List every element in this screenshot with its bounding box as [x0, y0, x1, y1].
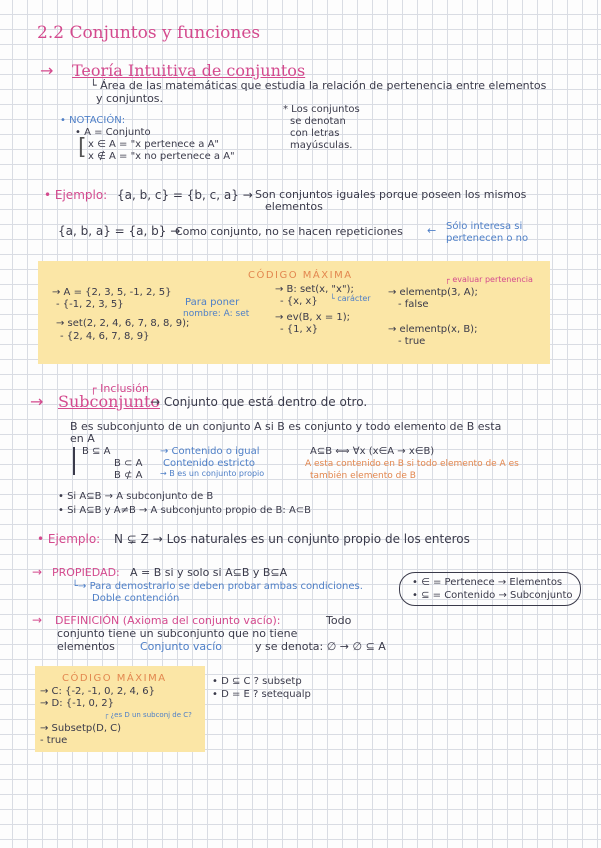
page-title: 2.2 Conjuntos y funciones: [37, 23, 261, 43]
rule-line: • Si A⊆B y A≠B → A subconjunto propio de B: A⊂B: [58, 505, 312, 516]
note-arrow-icon: ←: [427, 224, 437, 237]
teoria-definition-line2: y conjuntos.: [96, 92, 164, 105]
definition-text: conjunto tiene un subconjunto que no tiene: [57, 627, 298, 640]
formula-desc: también elemento de B: [310, 471, 416, 481]
example-label: • Ejemplo:: [44, 188, 108, 202]
bullet-arrow: →: [40, 61, 54, 80]
code-line: → Subsetp(D, C): [40, 723, 122, 734]
side-note: se denotan: [290, 116, 346, 127]
code-line: - true: [398, 336, 426, 347]
bullet-arrow: →: [32, 565, 43, 579]
side-note: • D ⊆ C ? subsetp: [212, 676, 302, 687]
code-line: - false: [398, 299, 429, 310]
example-text: Como conjunto, no se hacen repeticiones: [175, 225, 403, 238]
side-note: • D = E ? setequalp: [212, 689, 311, 700]
relation-item: B ⊂ A: [114, 458, 143, 469]
bubble-line: • ∈ = Pertenece → Elementos: [412, 577, 563, 588]
side-note: * Los conjuntos: [283, 104, 360, 115]
section-heading-teoria: Teoría Intuitiva de conjuntos: [72, 61, 306, 80]
example-text: Son conjuntos iguales porque poseen los mismos: [255, 188, 527, 201]
subconjunto-definition: → Conjunto que está dentro de otro.: [150, 395, 368, 409]
example-expression: {a, b, c} = {b, c, a} →: [117, 188, 253, 202]
code-note: nombre: A: set: [183, 309, 250, 319]
code-line: - true: [40, 735, 68, 746]
code-line: → ev(B, x = 1);: [275, 312, 351, 323]
code-note: ┌ evaluar pertenencia: [445, 275, 533, 284]
tree-line: [73, 447, 75, 475]
definition-highlight: Conjunto vacío: [140, 640, 223, 653]
notacion-item: • A = Conjunto: [75, 127, 151, 138]
side-note: con letras: [290, 128, 340, 139]
code-note: Para poner: [185, 297, 240, 308]
example-text: elementos: [265, 200, 323, 213]
bullet-arrow: →: [32, 613, 43, 627]
relation-item: B ⊆ A: [82, 446, 111, 457]
definition-text: Todo: [326, 614, 352, 627]
bracket-icon: [: [78, 135, 87, 160]
example-label: • Ejemplo:: [37, 532, 101, 546]
note-text: Sólo interesa si: [446, 221, 523, 232]
code-line: → A = {2, 3, 5, -1, 2, 5}: [52, 287, 172, 298]
note-text: pertenecen o no: [446, 233, 529, 244]
formula-desc: A esta contenido en B si todo elemento de A es: [305, 459, 519, 469]
section-heading-subconjunto: Subconjunto: [58, 392, 161, 411]
subconjunto-paragraph: en A: [70, 432, 95, 445]
property-text: A = B si y solo si A⊆B y B⊆A: [130, 566, 288, 579]
code-line: - {1, x}: [280, 324, 319, 335]
notacion-item: x ∉ A = "x no pertenece a A": [88, 151, 235, 162]
code-note: ┌ ¿es D un subconj de C?: [104, 711, 192, 719]
code-line: → set(2, 2, 4, 6, 7, 8, 8, 9);: [56, 318, 190, 329]
code-line: - {2, 4, 6, 7, 8, 9}: [60, 331, 150, 342]
property-label: PROPIEDAD:: [52, 566, 120, 579]
relation-item: B ⊄ A: [114, 470, 143, 481]
notacion-item: x ∈ A = "x pertenece a A": [88, 139, 220, 150]
relation-desc: → B es un conjunto propio: [160, 469, 265, 478]
subconjunto-paragraph: B es subconjunto de un conjunto A si B es conjunto y todo elemento de B esta: [70, 420, 502, 433]
formula: A⊆B ⟺ ∀x (x∈A → x∈B): [310, 446, 435, 457]
definition-label: DEFINICIÓN (Axioma del conjunto vacío):: [55, 614, 281, 627]
code-line: → elementp(3, A);: [388, 287, 478, 298]
code-box-title: CÓDIGO MÁXIMA: [62, 673, 167, 684]
code-line: → C: {-2, -1, 0, 2, 4, 6}: [40, 686, 155, 697]
property-note: Doble contención: [92, 593, 180, 604]
code-line: → D: {-1, 0, 2}: [40, 698, 114, 709]
heading-overline: ┌ Inclusión: [90, 382, 149, 395]
code-box-title: CÓDIGO MÁXIMA: [248, 270, 353, 281]
rule-line: • Si A⊆B → A subconjunto de B: [58, 491, 214, 502]
code-line: - {-1, 2, 3, 5}: [56, 299, 124, 310]
side-note: mayúsculas.: [290, 140, 353, 151]
code-note: └ carácter: [330, 294, 371, 303]
relation-desc: Contenido estricto: [163, 458, 255, 469]
code-line: → B: set(x, "x");: [275, 284, 354, 295]
teoria-definition-line1: └ Área de las matemáticas que estudia la relación de pertenencia entre elementos: [90, 79, 547, 92]
example-text: N ⊊ Z → Los naturales es un conjunto propio de los enteros: [114, 532, 470, 546]
definition-text: elementos: [57, 640, 115, 653]
relation-desc: → Contenido o igual: [160, 446, 260, 457]
bubble-line: • ⊆ = Contenido → Subconjunto: [412, 590, 573, 601]
code-line: → elementp(x, B);: [388, 324, 478, 335]
notacion-label: • NOTACIÓN:: [60, 115, 126, 126]
bullet-arrow: →: [30, 392, 44, 411]
example-expression: {a, b, a} = {a, b} →: [58, 224, 181, 238]
property-note: └→ Para demostrarlo se deben probar ambas condiciones.: [72, 581, 363, 592]
definition-text: y se denota: ∅ → ∅ ⊆ A: [255, 640, 386, 653]
code-line: - {x, x}: [280, 296, 318, 307]
